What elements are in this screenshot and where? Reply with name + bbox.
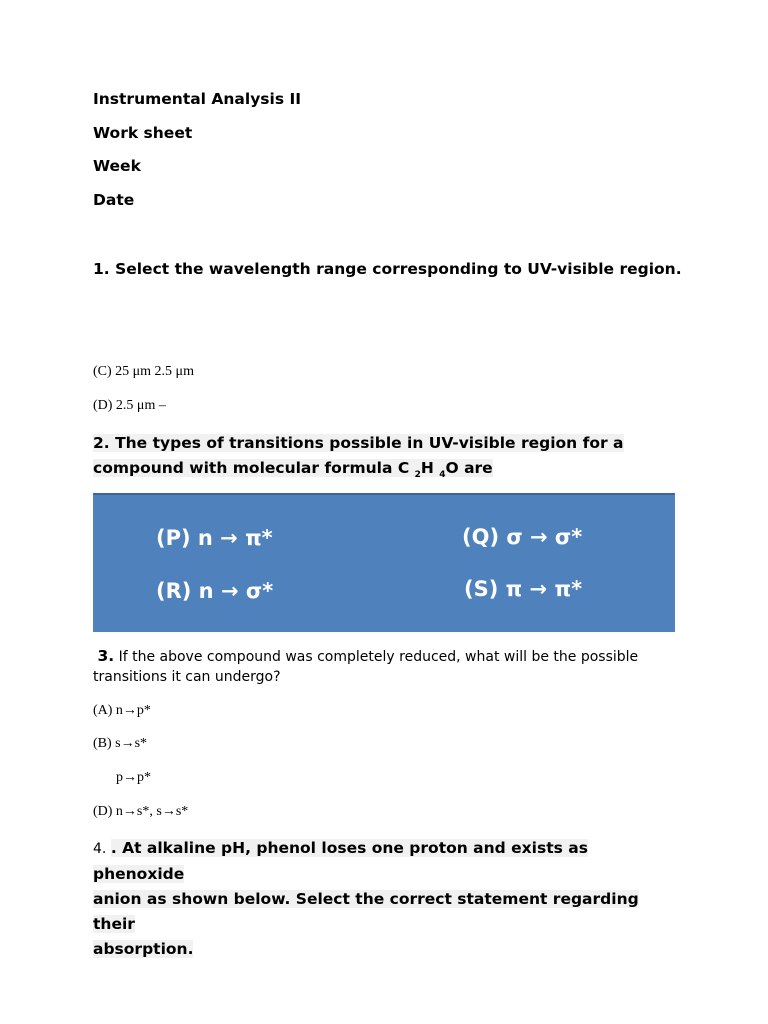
- q4-line3: absorption.: [93, 940, 194, 958]
- transition-r: (R) n → σ*: [156, 579, 274, 603]
- question-4: [93, 836, 663, 962]
- q1-option-d: (D) 2.5 μm –: [93, 398, 166, 413]
- transition-p: (P) n → π*: [156, 526, 273, 550]
- q2-line2-end: O are: [445, 459, 493, 477]
- transitions-panel: [93, 493, 675, 632]
- q4-line1: . At alkaline pH, phenol loses one proton and exists as phenoxide: [93, 839, 588, 883]
- question-3: [93, 646, 653, 687]
- question-1: 1. Select the wavelength range corresponding to UV-visible region.: [93, 260, 682, 278]
- q4-number: 4.: [93, 841, 111, 857]
- q3-option-d: (D) n→s*, s→s*: [93, 804, 189, 819]
- q2-line2: [93, 459, 493, 481]
- worksheet-label: Work sheet: [93, 124, 193, 142]
- doc-title: Instrumental Analysis II: [93, 90, 301, 108]
- q2-line1: 2. The types of transitions possible in UV-visible region for a: [93, 434, 624, 452]
- q3-option-c: p→p*: [116, 770, 151, 785]
- question-2: [93, 431, 624, 488]
- transition-q: (Q) σ → σ*: [462, 525, 583, 549]
- formula-subscript-hydrogen: 4: [439, 470, 446, 481]
- q1-option-c: (C) 25 μm 2.5 μm: [93, 364, 194, 379]
- q3-number: 3.: [97, 647, 115, 665]
- date-label: Date: [93, 191, 135, 209]
- q2-line2-h: H: [420, 459, 440, 477]
- q3-option-a: (A) n→p*: [93, 703, 151, 718]
- week-label: Week: [93, 157, 141, 175]
- q4-line2: anion as shown below. Select the correct statement regarding their: [93, 890, 639, 933]
- transition-s: (S) π → π*: [464, 577, 583, 601]
- q3-text: If the above compound was completely reduced, what will be the possible transitions it can undergo?: [93, 649, 639, 685]
- formula-subscript-carbon: 2: [414, 470, 421, 481]
- q2-line2-start: compound with molecular formula C: [93, 459, 415, 477]
- q3-option-b: (B) s→s*: [93, 736, 148, 751]
